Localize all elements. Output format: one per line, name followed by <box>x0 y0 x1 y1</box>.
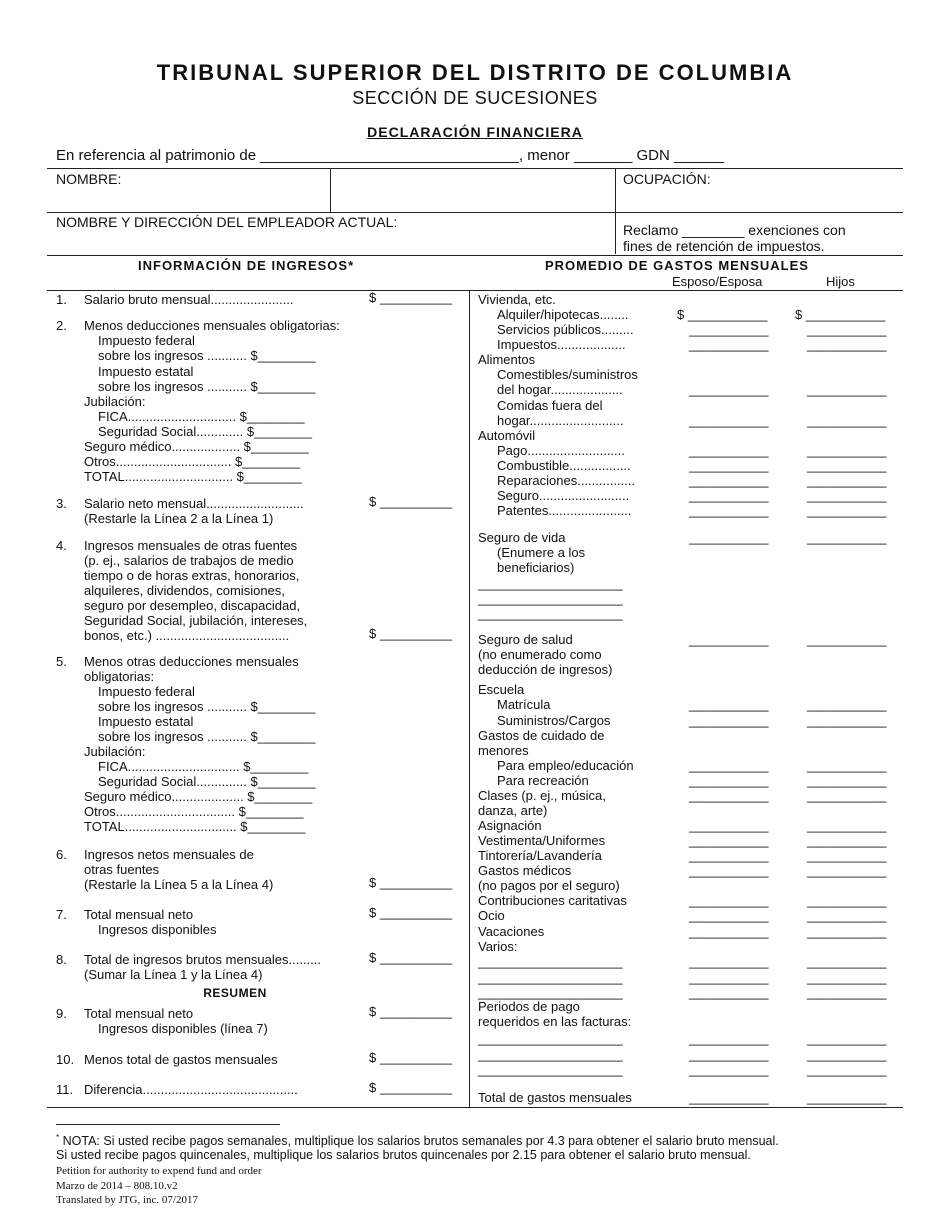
spouse-amount-field[interactable]: ___________ <box>689 382 769 397</box>
expense-row-label: (Enumere a los <box>497 545 586 560</box>
children-amount-field[interactable]: ___________ <box>807 473 887 488</box>
expense-row-label: Suministros/Cargos <box>497 713 611 728</box>
spouse-amount-field[interactable]: ___________ <box>689 530 769 545</box>
expense-row-label: Patentes....................... <box>497 503 632 518</box>
expense-row-label: (no enumerado como <box>478 647 602 662</box>
income-line-number: 6. <box>56 847 67 862</box>
income-deduction-field[interactable]: sobre los ingresos ........... $________ <box>98 379 316 394</box>
income-deduction-field[interactable]: Seguro médico.................... $________ <box>84 789 313 804</box>
expense-row-label: Comidas fuera del <box>497 398 603 413</box>
income-line-label: Impuesto estatal <box>98 364 194 379</box>
income-line-label: Menos deducciones mensuales obligatorias: <box>84 318 340 333</box>
spouse-amount-field[interactable]: ___________ <box>689 924 769 939</box>
form-reference: Petition for authority to expend fund and order <box>56 1165 262 1177</box>
children-amount-field[interactable]: ___________ <box>807 530 887 545</box>
income-line-number: 4. <box>56 538 67 553</box>
children-amount-field[interactable]: ___________ <box>807 322 887 337</box>
divider <box>47 168 903 169</box>
income-deduction-field[interactable]: Otros................................. $________ <box>84 804 304 819</box>
income-line-label: Menos otras deducciones mensuales <box>84 654 299 669</box>
income-line-label: tiempo o de horas extras, honorarios, <box>84 568 300 583</box>
expense-row-label: Vestimenta/Uniformes <box>478 833 606 848</box>
income-line-number: 5. <box>56 654 67 669</box>
children-amount-field[interactable]: ___________ <box>807 488 887 503</box>
children-amount-field[interactable]: ___________ <box>807 382 887 397</box>
expense-blank-line[interactable]: ____________________ <box>478 1047 623 1062</box>
spouse-amount-field[interactable]: $ ___________ <box>677 307 768 322</box>
income-line-label: (Sumar la Línea 1 y la Línea 4) <box>84 967 263 982</box>
spouse-amount-field[interactable]: ___________ <box>689 413 769 428</box>
expense-row-label: Varios: <box>478 939 518 954</box>
expense-row-label: deducción de ingresos) <box>478 662 613 677</box>
expense-row-label: Combustible................. <box>497 458 631 473</box>
expense-row-label: Seguro de salud <box>478 632 573 647</box>
income-deduction-field[interactable]: Seguridad Social.............. $________ <box>98 774 316 789</box>
spouse-amount-field[interactable]: ___________ <box>689 893 769 908</box>
income-line-label: Ingresos disponibles <box>98 922 217 937</box>
children-amount-field[interactable]: ___________ <box>807 773 887 788</box>
expense-blank-line[interactable]: ____________________ <box>478 1062 623 1077</box>
income-amount-field[interactable]: $ __________ <box>369 1004 453 1019</box>
spouse-amount-field[interactable]: ___________ <box>689 848 769 863</box>
income-line-label: Seguridad Social, jubilación, intereses, <box>84 613 308 628</box>
exemptions-claim-line-2: fines de retención de impuestos. <box>623 238 825 254</box>
expense-blank-line[interactable]: ____________________ <box>478 591 623 606</box>
expense-blank-line[interactable]: ____________________ <box>478 970 623 985</box>
income-deduction-field[interactable]: Seguridad Social............. $________ <box>98 424 312 439</box>
expense-row-label: Ocio <box>478 908 505 923</box>
income-line-number: 11. <box>56 1082 74 1097</box>
spouse-amount-field[interactable]: ___________ <box>689 773 769 788</box>
income-deduction-field[interactable]: Seguro médico................... $________ <box>84 439 309 454</box>
expense-row-label: Para empleo/educación <box>497 758 634 773</box>
expense-row-label: Vacaciones <box>478 924 545 939</box>
spouse-amount-field[interactable]: ___________ <box>689 488 769 503</box>
form-version: Marzo de 2014 – 808.10.v2 <box>56 1180 178 1192</box>
children-amount-field[interactable]: ___________ <box>807 503 887 518</box>
income-amount-field[interactable]: $ __________ <box>369 1050 453 1065</box>
income-line-label: Salario neto mensual........................... <box>84 496 304 511</box>
children-amount-field[interactable]: ___________ <box>807 713 887 728</box>
income-deduction-field[interactable]: FICA............................... $________ <box>98 759 309 774</box>
income-line-label: Jubilación: <box>84 394 146 409</box>
spouse-amount-field[interactable]: ___________ <box>689 473 769 488</box>
form-title: DECLARACIÓN FINANCIERA <box>367 124 583 140</box>
spouse-amount-field[interactable]: ___________ <box>689 1090 769 1105</box>
spouse-amount-field[interactable]: ___________ <box>689 818 769 833</box>
divider <box>330 168 331 212</box>
division-subtitle: SECCIÓN DE SUCESIONES <box>352 88 598 108</box>
expense-row-label: del hogar.................... <box>497 382 623 397</box>
income-section-heading: INFORMACIÓN DE INGRESOS* <box>138 258 355 273</box>
expense-row-label: Comestibles/suministros <box>497 367 638 382</box>
income-line-label: Total mensual neto <box>84 1006 194 1021</box>
expense-row-label: Seguro......................... <box>497 488 630 503</box>
divider <box>615 168 616 254</box>
income-line-label: Total mensual neto <box>84 907 194 922</box>
income-line-number: 2. <box>56 318 67 333</box>
children-amount-field[interactable]: ___________ <box>807 1090 887 1105</box>
children-amount-field[interactable]: ___________ <box>807 337 887 352</box>
expense-row-label: Asignación <box>478 818 542 833</box>
income-line-label: Impuesto federal <box>98 684 195 699</box>
spouse-amount-field[interactable]: ___________ <box>689 503 769 518</box>
employer-field-label[interactable]: NOMBRE Y DIRECCIÓN DEL EMPLEADOR ACTUAL: <box>56 214 398 230</box>
income-amount-field[interactable]: $ __________ <box>369 1080 453 1095</box>
expense-row-label: Gastos de cuidado de <box>478 728 605 743</box>
children-amount-field[interactable]: ___________ <box>807 924 887 939</box>
income-deduction-field[interactable]: FICA.............................. $________ <box>98 409 305 424</box>
expense-row-label: Vivienda, etc. <box>478 292 556 307</box>
expense-row-label: menores <box>478 743 529 758</box>
expense-row-label: Seguro de vida <box>478 530 566 545</box>
expense-row-label: Impuestos................... <box>497 337 626 352</box>
expense-row-label: beneficiarios) <box>497 560 575 575</box>
children-amount-field[interactable]: ___________ <box>807 1047 887 1062</box>
spouse-amount-field[interactable]: ___________ <box>689 908 769 923</box>
income-deduction-field[interactable]: TOTAL............................... $________ <box>84 819 306 834</box>
income-line-number: 3. <box>56 496 67 511</box>
name-field-label[interactable]: NOMBRE: <box>56 171 122 187</box>
children-amount-field[interactable]: ___________ <box>807 758 887 773</box>
spouse-amount-field[interactable]: ___________ <box>689 713 769 728</box>
income-line-label: (Restarle la Línea 5 a la Línea 4) <box>84 877 274 892</box>
children-amount-field[interactable]: ___________ <box>807 443 887 458</box>
spouse-amount-field[interactable]: ___________ <box>689 954 769 969</box>
income-deduction-field[interactable]: sobre los ingresos ........... $________ <box>98 699 316 714</box>
expense-row-label: Periodos de pago <box>478 999 580 1014</box>
expense-row-label: Pago........................... <box>497 443 625 458</box>
spouse-amount-field[interactable]: ___________ <box>689 788 769 803</box>
spouse-amount-field[interactable]: ___________ <box>689 322 769 337</box>
children-amount-field[interactable]: ___________ <box>807 970 887 985</box>
divider <box>47 212 903 213</box>
expense-row-label: danza, arte) <box>478 803 548 818</box>
income-line-label: Salario bruto mensual....................... <box>84 292 294 307</box>
income-line-label: Impuesto estatal <box>98 714 194 729</box>
spouse-amount-field[interactable]: ___________ <box>689 863 769 878</box>
footnote-rule <box>56 1124 280 1125</box>
children-amount-field[interactable]: ___________ <box>807 788 887 803</box>
spouse-amount-field[interactable]: ___________ <box>689 443 769 458</box>
expense-row-label: Reparaciones................ <box>497 473 636 488</box>
children-amount-field[interactable]: ___________ <box>807 413 887 428</box>
expense-row-label: Clases (p. ej., música, <box>478 788 606 803</box>
income-line-label: Ingresos disponibles (línea 7) <box>98 1021 268 1036</box>
expense-row-label: Alimentos <box>478 352 536 367</box>
income-deduction-field[interactable]: sobre los ingresos ........... $________ <box>98 348 316 363</box>
income-line-label: (p. ej., salarios de trabajos de medio <box>84 553 294 568</box>
expense-row-label: Servicios públicos......... <box>497 322 634 337</box>
spouse-amount-field[interactable]: ___________ <box>689 1062 769 1077</box>
children-amount-field[interactable]: ___________ <box>807 818 887 833</box>
income-line-label: Menos total de gastos mensuales <box>84 1052 278 1067</box>
children-amount-field[interactable]: ___________ <box>807 1062 887 1077</box>
expense-row-label: requeridos en las facturas: <box>478 1014 632 1029</box>
income-line-label: Diferencia........................................... <box>84 1082 298 1097</box>
divider <box>47 255 903 256</box>
footnote-biweekly: Si usted recibe pagos quincenales, multiplique los salarios brutos quincenales por 2.15 para obtener el salario bruto mensual. <box>56 1148 751 1162</box>
expense-blank-line[interactable]: ____________________ <box>478 985 623 1000</box>
expenses-section-heading: PROMEDIO DE GASTOS MENSUALES <box>545 258 809 273</box>
expense-row-label: hogar.......................... <box>497 413 624 428</box>
children-amount-field[interactable]: ___________ <box>807 697 887 712</box>
children-amount-field[interactable]: ___________ <box>807 893 887 908</box>
income-line-number: 9. <box>56 1006 67 1021</box>
expense-row-label: Matrícula <box>497 697 551 712</box>
spouse-amount-field[interactable]: ___________ <box>689 1031 769 1046</box>
spouse-amount-field[interactable]: ___________ <box>689 697 769 712</box>
income-line-label: bonos, etc.) ..................................... <box>84 628 290 643</box>
expense-row-label: Alquiler/hipotecas........ <box>497 307 629 322</box>
expense-blank-line[interactable]: ____________________ <box>478 606 623 621</box>
footnote-weekly-text: NOTA: Si usted recibe pagos semanales, multiplique los salarios brutos semanales por 4.3 para obtener el salario bruto mensual. <box>62 1134 779 1149</box>
spouse-amount-field[interactable]: ___________ <box>689 632 769 647</box>
estate-reference-line[interactable]: En referencia al patrimonio de _______________________________, menor _______ GDN ______ <box>56 147 725 164</box>
children-amount-field[interactable]: $ ___________ <box>795 307 886 322</box>
expense-row-label: Total de gastos mensuales <box>478 1090 632 1105</box>
income-line-label: Ingresos mensuales de otras fuentes <box>84 538 298 553</box>
translation-credit: Translated by JTG, inc. 07/2017 <box>56 1194 198 1206</box>
income-line-label: otras fuentes <box>84 862 160 877</box>
income-deduction-field[interactable]: sobre los ingresos ........... $________ <box>98 729 316 744</box>
spouse-amount-field[interactable]: ___________ <box>689 458 769 473</box>
divider <box>47 1107 903 1108</box>
income-line-label: seguro por desempleo, discapacidad, <box>84 598 301 613</box>
footnote-weekly: * NOTA: Si usted recibe pagos semanales, multiplique los salarios brutos semanales por 4.3 para obtener el salario bruto mensual. <box>56 1133 779 1149</box>
income-line-label: alquileres, dividendos, comisiones, <box>84 583 285 598</box>
spouse-amount-field[interactable]: ___________ <box>689 337 769 352</box>
spouse-amount-field[interactable]: ___________ <box>689 1047 769 1062</box>
children-amount-field[interactable]: ___________ <box>807 632 887 647</box>
income-deduction-field[interactable]: TOTAL.............................. $________ <box>84 469 302 484</box>
income-amount-field[interactable]: $ __________ <box>369 626 453 641</box>
expense-blank-line[interactable]: ____________________ <box>478 954 623 969</box>
children-amount-field[interactable]: ___________ <box>807 908 887 923</box>
summary-heading: RESUMEN <box>203 986 267 1000</box>
occupation-field-label[interactable]: OCUPACIÓN: <box>623 171 711 187</box>
expense-row-label: (no pagos por el seguro) <box>478 878 620 893</box>
income-line-number: 7. <box>56 907 67 922</box>
income-line-label: Ingresos netos mensuales de <box>84 847 254 862</box>
spouse-amount-field[interactable]: ___________ <box>689 833 769 848</box>
column-header-children: Hijos <box>826 274 855 289</box>
income-line-label: obligatorias: <box>84 669 155 684</box>
expense-row-label: Contribuciones caritativas <box>478 893 627 908</box>
income-line-label: Impuesto federal <box>98 333 195 348</box>
column-header-spouse: Esposo/Esposa <box>672 274 763 289</box>
income-amount-field[interactable]: $ __________ <box>369 875 453 890</box>
expense-row-label: Gastos médicos <box>478 863 572 878</box>
expense-row-label: Automóvil <box>478 428 536 443</box>
expense-row-label: Escuela <box>478 682 525 697</box>
income-line-label: Total de ingresos brutos mensuales......... <box>84 952 322 967</box>
exemptions-claim-line[interactable]: Reclamo ________ exenciones con <box>623 222 846 238</box>
expense-blank-line[interactable]: ____________________ <box>478 576 623 591</box>
divider <box>47 290 903 291</box>
income-amount-field[interactable]: $ __________ <box>369 290 453 305</box>
spouse-amount-field[interactable]: ___________ <box>689 985 769 1000</box>
income-amount-field[interactable]: $ __________ <box>369 905 453 920</box>
income-line-label: Jubilación: <box>84 744 146 759</box>
children-amount-field[interactable]: ___________ <box>807 848 887 863</box>
children-amount-field[interactable]: ___________ <box>807 458 887 473</box>
income-line-number: 8. <box>56 952 67 967</box>
children-amount-field[interactable]: ___________ <box>807 1031 887 1046</box>
children-amount-field[interactable]: ___________ <box>807 954 887 969</box>
income-amount-field[interactable]: $ __________ <box>369 494 453 509</box>
expense-blank-line[interactable]: ____________________ <box>478 1031 623 1046</box>
income-line-number: 10. <box>56 1052 75 1067</box>
income-deduction-field[interactable]: Otros................................ $________ <box>84 454 301 469</box>
income-amount-field[interactable]: $ __________ <box>369 950 453 965</box>
children-amount-field[interactable]: ___________ <box>807 863 887 878</box>
court-title: TRIBUNAL SUPERIOR DEL DISTRITO DE COLUMBIA <box>156 60 794 85</box>
expense-row-label: Tintorería/Lavandería <box>478 848 602 863</box>
expense-row-label: Para recreación <box>497 773 589 788</box>
spouse-amount-field[interactable]: ___________ <box>689 758 769 773</box>
income-line-label: (Restarle la Línea 2 a la Línea 1) <box>84 511 274 526</box>
spouse-amount-field[interactable]: ___________ <box>689 970 769 985</box>
income-line-number: 1. <box>56 292 67 307</box>
children-amount-field[interactable]: ___________ <box>807 833 887 848</box>
children-amount-field[interactable]: ___________ <box>807 985 887 1000</box>
